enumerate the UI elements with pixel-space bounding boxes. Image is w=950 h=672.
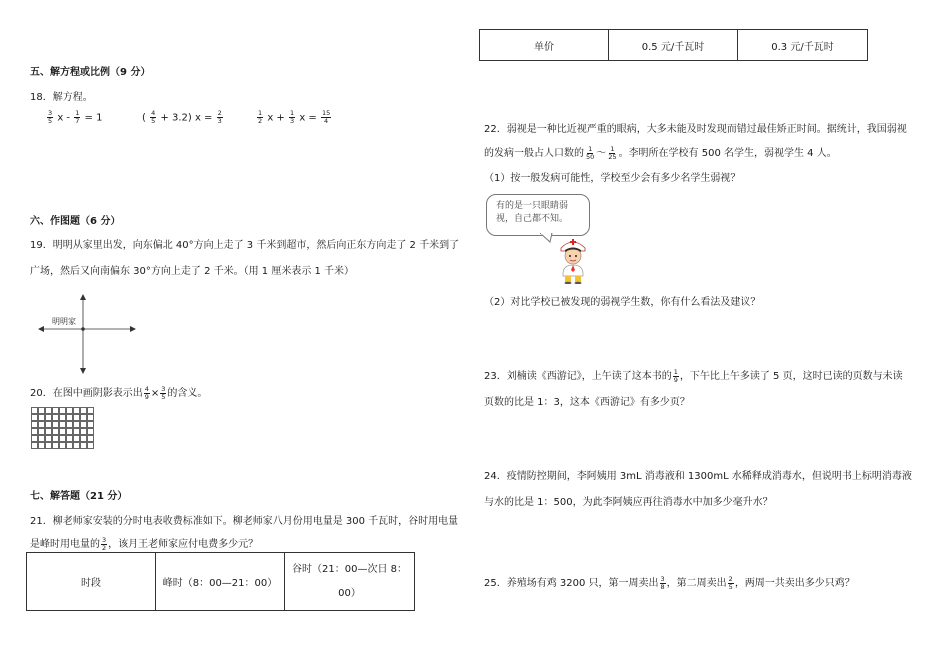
grid-cell[interactable] — [87, 414, 94, 421]
grid-cell[interactable] — [80, 421, 87, 428]
grid-cell[interactable] — [52, 414, 59, 421]
grid-cell[interactable] — [73, 435, 80, 442]
grid-cell[interactable] — [80, 435, 87, 442]
compass-axes — [38, 294, 138, 374]
grid-cell[interactable] — [31, 407, 38, 414]
grid-cell[interactable] — [59, 407, 66, 414]
grid-cell[interactable] — [45, 414, 52, 421]
grid-cell[interactable] — [52, 435, 59, 442]
q20-text: 20．在图中画阴影表示出 $\frac{4}{9}$ × $\frac{3}{5}$ 的含义。 — [30, 384, 208, 401]
grid-cell[interactable] — [45, 407, 52, 414]
south-arrow-icon — [80, 368, 86, 374]
period-header: 时段 — [27, 553, 156, 611]
q23-line2: 页数的比是 1：3，这本《西游记》有多少页？ — [484, 397, 690, 408]
grid-cell[interactable] — [38, 428, 45, 435]
grid-cell[interactable] — [38, 435, 45, 442]
grid-cell[interactable] — [73, 414, 80, 421]
grid-cell[interactable] — [38, 421, 45, 428]
rate-table-part1 — [26, 552, 415, 611]
q22-sub2: （2）对比学校已被发现的弱视学生数，你有什么看法及建议？ — [484, 297, 761, 308]
grid-cell[interactable] — [80, 442, 87, 449]
rate-table-part2 — [479, 29, 868, 61]
grid-cell[interactable] — [80, 414, 87, 421]
q21-line1: 21．柳老师家安装的分时电表收费标准如下。柳老师家八月份用电量是 300 千瓦时，谷时用电量 — [30, 516, 459, 527]
peak-period: 峰时（8：00—21：00） — [156, 553, 285, 611]
q23-line1: 23．刘楠读《西游记》，上午读了这本书的 $\frac{1}{9}$ ，下午比上午多读了 5 页，这时已读的页数与未读 — [484, 367, 903, 384]
grid-cell[interactable] — [31, 414, 38, 421]
q25-text: 25．养殖场有鸡 3200 只，第一周卖出 $\frac{3}{8}$ ，第二周卖出 $\frac{2}{5}$ ，两周一共卖出多少只鸡？ — [484, 574, 855, 591]
q19-line2: 广场，然后又向南偏东 30°方向上走了 2 千米。（用 1 厘米表示 1 千米） — [30, 266, 355, 277]
grid-cell[interactable] — [66, 428, 73, 435]
grid-cell[interactable] — [59, 442, 66, 449]
bubble-text: 有的是一只眼睛弱视，自己都不知。 — [496, 201, 569, 224]
grid-cell[interactable] — [45, 435, 52, 442]
grid-cell[interactable] — [80, 407, 87, 414]
section5-title: 五、解方程或比例（9 分） — [30, 67, 151, 78]
q18-eq3: $\frac{1}{2}$ x + $\frac{1}{3}$ x = $\frac{15}{4}$ — [258, 109, 331, 125]
grid-cell[interactable] — [45, 428, 52, 435]
peak-price: 0.5 元/千瓦时 — [609, 30, 738, 61]
q18-label: 18．解方程。 — [30, 92, 93, 103]
grid-cell[interactable] — [59, 435, 66, 442]
grid-cell[interactable] — [38, 442, 45, 449]
grid-cell[interactable] — [45, 421, 52, 428]
grid-cell[interactable] — [45, 442, 52, 449]
q22-line2: 的发病一般占人口数的 $\frac{1}{50}$ ～ $\frac{1}{25}$ 。李明所在学校有 500 名学生，弱视学生 4 人。 — [484, 144, 837, 161]
grid-cell[interactable] — [66, 435, 73, 442]
home-label: 明明家 — [52, 317, 76, 326]
west-arrow-icon — [38, 326, 44, 332]
grid-cell[interactable] — [66, 414, 73, 421]
q24-line1: 24．疫情防控期间，李阿姨用 3mL 消毒液和 1300mL 水稀释成消毒水，但说明书上标明消毒液 — [484, 471, 912, 482]
grid-cell[interactable] — [52, 407, 59, 414]
grid-cell[interactable] — [66, 407, 73, 414]
q22-sub1: （1）按一般发病可能性，学校至少会有多少名学生弱视？ — [484, 173, 741, 184]
q19-line1: 19．明明从家里出发，向东偏北 40°方向上走了 3 千米到超市，然后向正东方向走了 2 千米到了 — [30, 240, 460, 251]
grid-cell[interactable] — [31, 421, 38, 428]
grid-cell[interactable] — [87, 421, 94, 428]
grid-cell[interactable] — [66, 421, 73, 428]
north-arrow-icon — [80, 294, 86, 300]
price-label: 单价 — [480, 30, 609, 61]
grid-cell[interactable] — [31, 428, 38, 435]
section7-title: 七、解答题（21 分） — [30, 491, 128, 502]
grid-cell[interactable] — [52, 442, 59, 449]
grid-cell[interactable] — [38, 407, 45, 414]
section6-title: 六、作图题（6 分） — [30, 216, 121, 227]
valley-period: 谷时（21：00—次日 8： 00） — [285, 553, 415, 611]
grid-cell[interactable] — [87, 428, 94, 435]
grid-cell[interactable] — [59, 428, 66, 435]
grid-cell[interactable] — [87, 442, 94, 449]
grid-cell[interactable] — [52, 428, 59, 435]
grid-cell[interactable] — [31, 435, 38, 442]
grid-cell[interactable] — [59, 414, 66, 421]
east-arrow-icon — [130, 326, 136, 332]
grid-cell[interactable] — [38, 414, 45, 421]
q18-eq2: ( $\frac{4}{5}$ + 3.2) x = $\frac{2}{3}$ — [142, 109, 222, 125]
grid-cell[interactable] — [73, 421, 80, 428]
shading-grid[interactable] — [31, 407, 94, 449]
q21-line2: 是峰时用电量的 $\frac{3}{2}$ ，该月王老师家应付电费多少元？ — [30, 535, 259, 552]
home-point — [81, 327, 85, 331]
grid-cell[interactable] — [31, 442, 38, 449]
q18-eq1: $\frac{3}{5}$ x - $\frac{1}{7}$ = 1 — [48, 109, 103, 125]
grid-cell[interactable] — [87, 407, 94, 414]
valley-price: 0.3 元/千瓦时 — [738, 30, 868, 61]
grid-cell[interactable] — [80, 428, 87, 435]
grid-cell[interactable] — [52, 421, 59, 428]
grid-cell[interactable] — [66, 442, 73, 449]
grid-cell[interactable] — [73, 442, 80, 449]
q22-line1: 22．弱视是一种比近视严重的眼病，大多未能及时发现而错过最佳矫正时间。据统计，我国弱视 — [484, 124, 907, 135]
grid-cell[interactable] — [73, 407, 80, 414]
grid-cell[interactable] — [73, 428, 80, 435]
grid-cell[interactable] — [59, 421, 66, 428]
grid-cell[interactable] — [87, 435, 94, 442]
doctor-icon — [552, 236, 594, 284]
q24-line2: 与水的比是 1：500，为此李阿姨应再往消毒水中加多少毫升水？ — [484, 497, 773, 508]
